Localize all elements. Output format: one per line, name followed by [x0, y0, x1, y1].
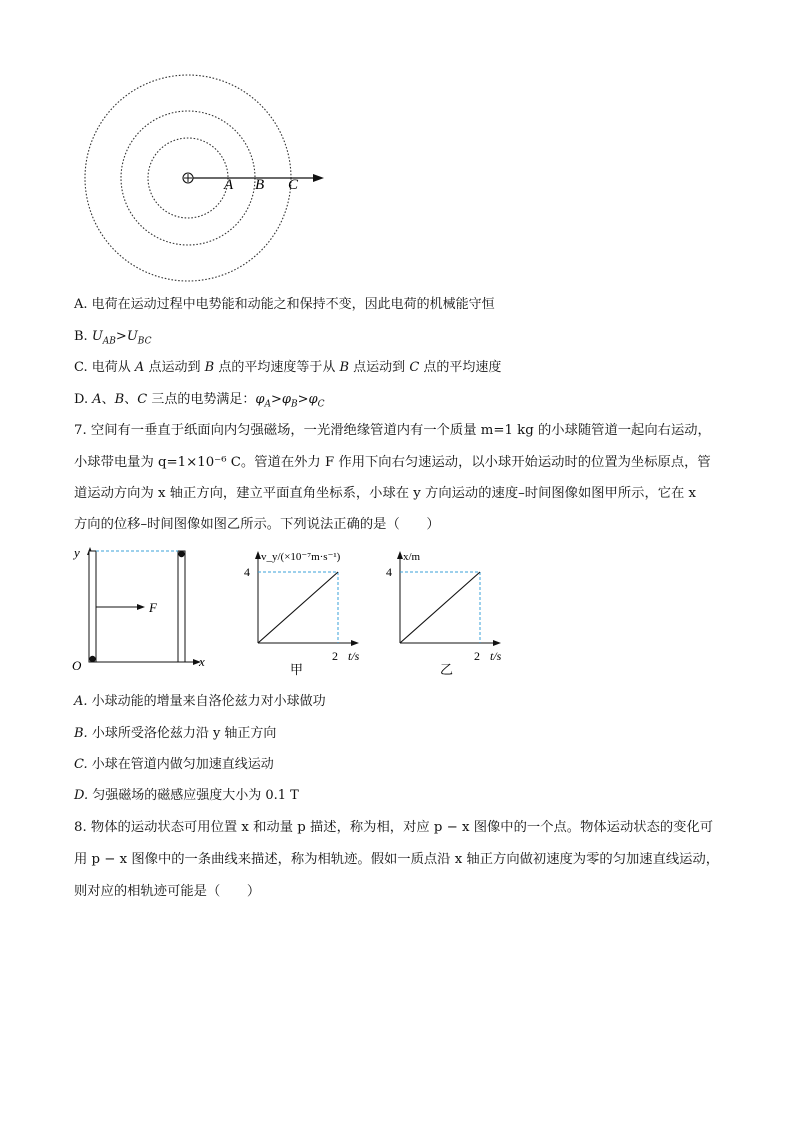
q7-option-d: D. 匀强磁场的磁感应强度大小为 0.1 T	[74, 788, 299, 803]
force-arrow-head-icon	[137, 604, 145, 610]
origin-label: O	[72, 658, 82, 673]
label-C: C	[288, 177, 299, 193]
chart-jia-ylabel: v_y/(×10⁻⁷m·s⁻¹)	[261, 551, 341, 563]
q6-option-c: C. 电荷从 A 点运动到 B 点的平均速度等于从 B 点运动到 C 点的平均速度	[74, 360, 502, 375]
pipe-initial	[89, 551, 96, 662]
q8-stem-line-2: 用 p − x 图像中的一条曲线来描述，称为相轨迹。假如一质点沿 x 轴正方向做初速度为零的匀加速直线运动，	[74, 852, 720, 867]
label-B: B	[255, 177, 265, 193]
equipotential-figure	[80, 72, 330, 284]
chart-jia-xtick: 2	[332, 649, 338, 663]
chart-jia-caption: 甲	[290, 662, 304, 677]
chart-yi-x-arrow-icon	[493, 640, 501, 646]
q7-option-c: C. 小球在管道内做匀加速直线运动	[74, 757, 274, 772]
q6-option-a: A. 电荷在运动过程中电势能和动能之和保持不变，因此电荷的机械能守恒	[74, 297, 495, 312]
ball-initial	[89, 656, 95, 662]
q8-stem-line-3: 则对应的相轨迹可能是（ ）	[74, 884, 261, 899]
force-label: F	[149, 600, 157, 615]
q6-option-b: B. $U_{AB}>U_{BC}$	[74, 329, 152, 347]
chart-yi-ylabel: x/m	[403, 551, 421, 563]
q7-option-b: B. 小球所受洛伦兹力沿 y 轴正方向	[74, 726, 277, 741]
chart-jia-xlabel: t/s	[348, 649, 360, 663]
chart-yi-ytick: 4	[386, 565, 392, 579]
pipe-figure	[68, 542, 218, 674]
q6-option-d: D. A、B、C 三点的电势满足：$\varphi_A>\varphi_B>\varphi_C$	[74, 392, 325, 410]
q8-stem-line-1: 8. 物体的运动状态可用位置 x 和动量 p 描述，称为相，对应 p − x 图像中的一个点。物体运动状态的变化可	[74, 820, 714, 835]
x-axis-label: x	[199, 654, 205, 669]
q7-stem-line-1: 7. 空间有一垂直于纸面向内匀强磁场，一光滑绝缘管道内有一个质量 m=1 kg 的小球随管道一起向右运动，	[74, 423, 711, 438]
ball-final	[178, 551, 184, 557]
q7-option-a: A. 小球动能的增量来自洛伦兹力对小球做功	[74, 694, 326, 709]
q7-stem-line-3: 道运动方向为 x 轴正方向，建立平面直角坐标系，小球在 y 方向运动的速度–时间图像如图甲所示，它在 x	[74, 486, 697, 501]
label-A: A	[224, 177, 234, 193]
chart-jia	[244, 546, 374, 684]
chart-jia-ytick: 4	[244, 565, 250, 579]
chart-yi	[386, 546, 516, 684]
chart-yi-xtick: 2	[474, 649, 480, 663]
point-charge-icon	[183, 173, 193, 183]
arrow-head-icon	[313, 174, 324, 182]
chart-jia-series-line	[258, 572, 338, 643]
chart-yi-caption: 乙	[440, 662, 454, 677]
chart-jia-x-arrow-icon	[351, 640, 359, 646]
q7-stem-line-2: 小球带电量为 q=1×10⁻⁶ C。管道在外力 F 作用下向右匀速运动，以小球开始运动时的位置为坐标原点，管	[74, 455, 711, 470]
pipe-final	[178, 551, 185, 662]
q7-stem-line-4: 方向的位移–时间图像如图乙所示。下列说法正确的是（ ）	[74, 517, 440, 532]
chart-yi-xlabel: t/s	[490, 649, 502, 663]
chart-yi-series-line	[400, 572, 480, 643]
y-axis-label: y	[74, 545, 80, 560]
